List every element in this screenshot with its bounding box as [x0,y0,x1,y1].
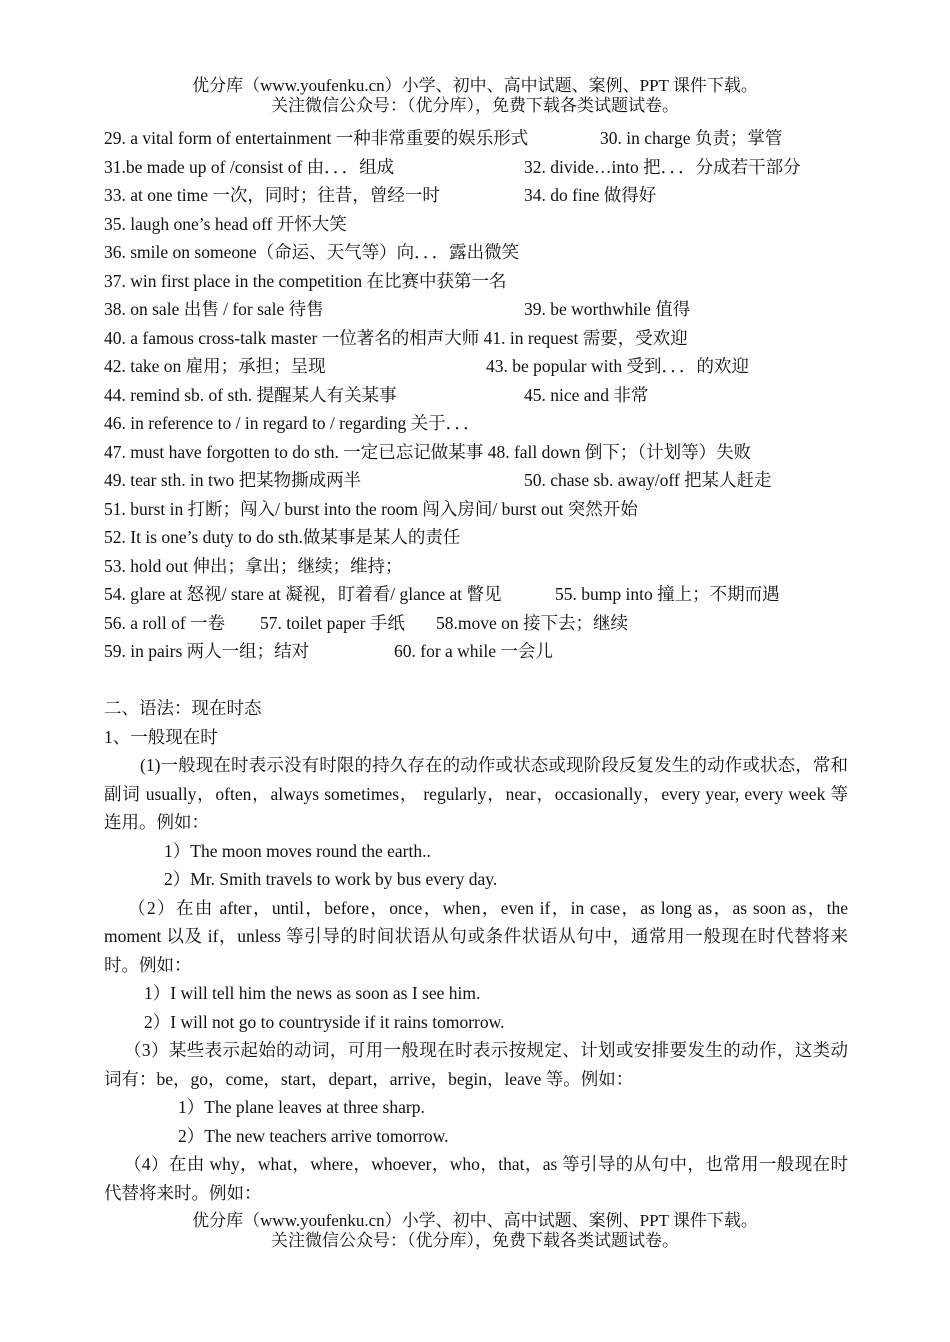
phrase-item: 42. take on 雇用；承担；呈现 [104,356,326,376]
phrase-row [104,466,848,495]
phrase-row [104,523,848,552]
rule-paragraph: (1)一般现在时表示没有时限的持久存在的动作或状态或现阶段反复发生的动作或状态，常和副词 usually，often，always sometimes， regularly，near，occasionally，every year, every week 等连用。例如： [104,755,848,832]
phrase-row [104,438,848,467]
phrase-item: 37. win first place in the competition 在比赛中获第一名 [104,270,507,291]
phrase-item: 53. hold out 伸出；拿出；继续；维持； [104,555,403,576]
phrase-row [104,181,848,210]
example-sentence: 2）The new teachers arrive tomorrow. [178,1125,449,1146]
phrase-item: 52. It is one’s duty to do sth.做某事是某人的责任 [104,527,461,547]
phrase-row [104,124,848,153]
phrase-item: 47. must have forgotten to do sth. 一定已忘记做某事 [104,441,484,462]
phrase-row [104,352,848,381]
phrase-item: 58.move on 接下去；继续 [436,612,629,633]
phrase-row [104,210,848,239]
phrase-item: 57. toilet paper 手纸 [260,612,405,633]
rule-paragraph: （3）某些表示起始的动词，可用一般现在时表示按规定、计划或安排要发生的动作，这类动词有：be，go，come，start，depart，arrive，begin，leave 等。例如： [104,1040,848,1089]
phrase-item: 44. remind sb. of sth. 提醒某人有关某事 [104,384,397,405]
example-sentence: 1）The moon moves round the earth.. [164,840,431,861]
phrase-item: 35. laugh one’s head off 开怀大笑 [104,213,347,234]
phrase-item: 39. be worthwhile 值得 [524,299,691,319]
header-line-2: 关注微信公众号：（优分库），免费下载各类试题试卷。 [271,96,679,115]
phrase-row [104,295,848,324]
rule-paragraph: （4）在由 why，what，where，whoever，who，that，as 等引导的从句中，也常用一般现在时代替将来时。例如： [104,1154,848,1203]
phrase-item: 30. in charge 负责；掌管 [600,128,783,148]
phrase-row [104,324,848,353]
phrase-row [104,381,848,410]
phrase-row [104,409,848,438]
page-header [0,76,950,116]
phrase-item: 36. smile on someone（命运、天气等）向．．．露出微笑 [104,242,520,262]
phrase-item: 55. bump into 撞上；不期而遇 [555,584,780,604]
example-sentence: 2）I will not go to countryside if it rains tomorrow. [144,1011,505,1032]
phrase-row [104,153,848,182]
grammar-section [104,694,848,1207]
example-sentence: 1）I will tell him the news as soon as I see him. [144,983,481,1003]
footer-line-1: 优分库（www.youfenku.cn）小学、初中、高中试题、案例、PPT 课件下载。 [192,1211,758,1230]
phrase-item: 34. do fine 做得好 [524,185,657,205]
phrase-item: 32. divide…into 把．．．分成若干部分 [524,156,801,177]
phrase-item: 40. a famous cross-talk master 一位著名的相声大师 [104,327,480,348]
phrase-row [104,238,848,267]
document-body [104,124,848,1207]
phrase-row [104,552,848,581]
phrase-list [104,124,848,666]
header-line-1: 优分库（www.youfenku.cn）小学、初中、高中试题、案例、PPT 课件下载。 [192,76,758,95]
phrase-item: 29. a vital form of entertainment 一种非常重要的娱乐形式 [104,128,529,148]
subsection-title: 1、一般现在时 [104,726,218,747]
phrase-item: 43. be popular with 受到．．．的欢迎 [486,356,749,376]
phrase-item: 49. tear sth. in two 把某物撕成两半 [104,470,362,490]
spacer [104,666,848,695]
phrase-item: 33. at one time 一次，同时；往昔，曾经一时 [104,185,440,205]
phrase-row [104,609,848,638]
rule-paragraph: （2）在由 after，until，before，once，when，even if，in case，as long as，as soon as，the moment 以及 if，unless 等引导的时间状语从句或条件状语从句中，通常用一般现在时代替将来时。例如： [104,897,848,975]
page-footer [0,1211,950,1251]
phrase-item: 38. on sale 出售 / for sale 待售 [104,299,324,319]
phrase-item: 46. in reference to / in regard to / regarding 关于．．． [104,413,481,433]
phrase-item: 54. glare at 怒视/ stare at 凝视，盯着看/ glance at 瞥见 [104,584,502,604]
section-title: 二、语法：现在时态 [104,698,262,718]
phrase-row [104,495,848,524]
phrase-item: 45. nice and 非常 [524,384,649,405]
phrase-row [104,580,848,609]
phrase-row [104,637,848,666]
phrase-item: 50. chase sb. away/off 把某人赶走 [524,470,772,490]
phrase-item: 31.be made up of /consist of 由．．．组成 [104,156,395,177]
phrase-item: 60. for a while 一会儿 [394,641,553,661]
phrase-item: 51. burst in 打断；闯入/ burst into the room 闯入房间/ burst out 突然开始 [104,498,638,519]
footer-line-2: 关注微信公众号：（优分库），免费下载各类试题试卷。 [271,1231,679,1250]
phrase-item: 56. a roll of 一卷 [104,612,226,633]
phrase-item: 59. in pairs 两人一组；结对 [104,641,310,661]
example-sentence: 1）The plane leaves at three sharp. [178,1097,425,1117]
example-sentence: 2）Mr. Smith travels to work by bus every day. [164,869,498,889]
phrase-row [104,267,848,296]
phrase-item: 48. fall down 倒下；（计划等）失败 [487,441,752,462]
phrase-item: 41. in request 需要，受欢迎 [483,327,688,348]
